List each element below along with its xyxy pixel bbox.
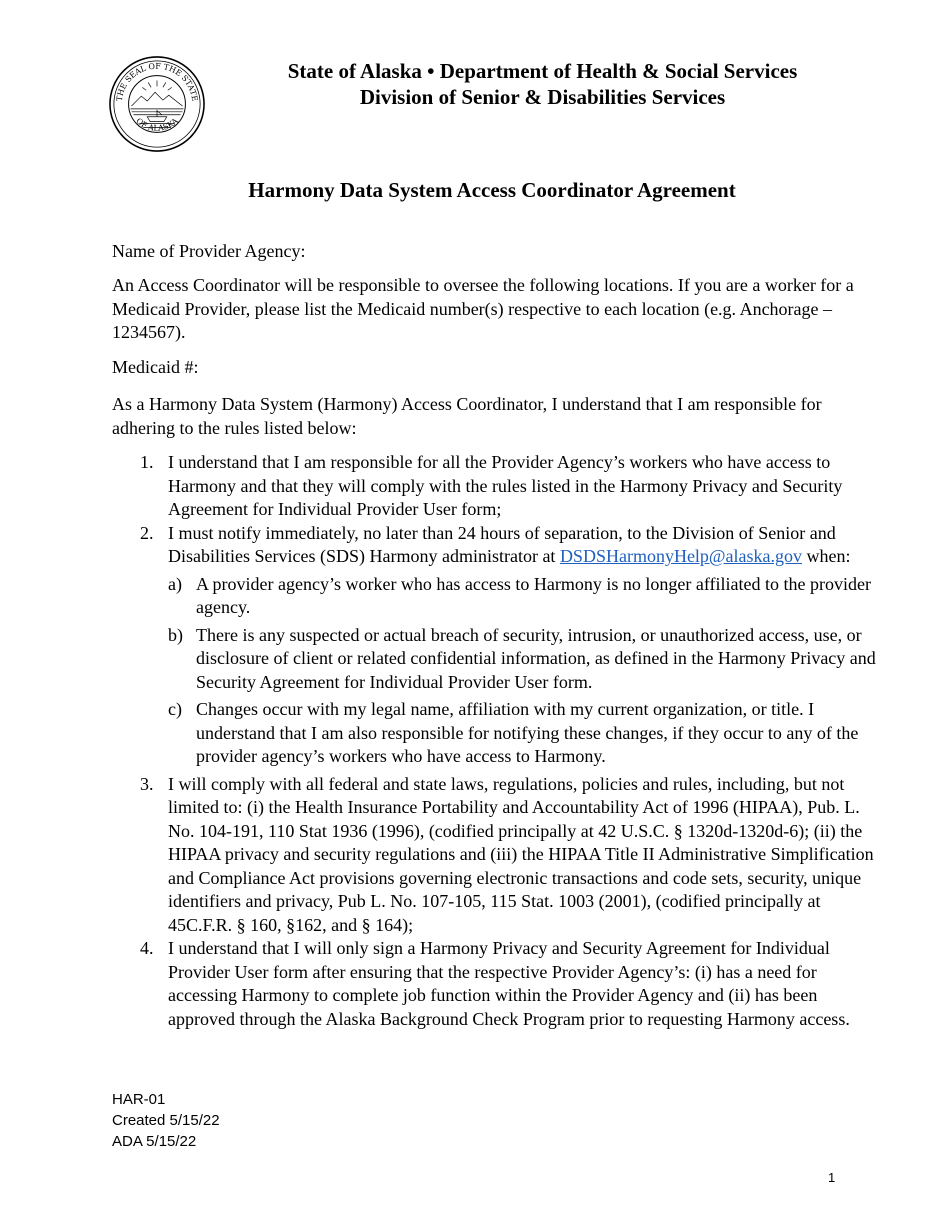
rule-text-before-email: I must notify immediately, no later than 24 hours of separation, to the Division of Senior and Disabilities Services (SDS) Harmony administrator at (168, 522, 836, 566)
header-line-1: State of Alaska • Department of Health & Social Services (287, 59, 798, 83)
sub-item (168, 624, 880, 695)
rule-number: 2. (140, 522, 154, 543)
form-footer (112, 1089, 220, 1152)
rule-item (112, 522, 880, 769)
rule-item (112, 773, 880, 938)
rule-item (112, 937, 880, 1031)
rule-number: 3. (140, 773, 154, 794)
harmony-help-email-link[interactable]: DSDSHarmonyHelp@alaska.gov (559, 546, 802, 566)
sub-item-text: A provider agency’s worker who has access to Harmony is no longer affiliated to the provider agency. (196, 573, 871, 617)
svg-text:OF ALASKA (134, 116, 180, 133)
rule-text: I understand that I will only sign a Harmony Privacy and Security Agreement for Individual Provider User form after ensuring that the respective Provider Agency’s: (i) has a need for accessing Harmony to complete job function within the Provider Agency and (ii) has been approved through the Alaska Background Check Program prior to requesting Harmony access. (168, 938, 850, 1029)
sub-item-label: a) (168, 573, 182, 594)
coordinator-paragraph: As a Harmony Data System (Harmony) Access Coordinator, I understand that I am responsible for adhering to the rules listed below: (112, 394, 822, 438)
rule-text: I understand that I am responsible for all the Provider Agency’s workers who have access to Harmony and that they will comply with the rules listed in the Harmony Privacy and Security Agreement for Individual Provider User form; (168, 452, 843, 519)
sub-item-label: c) (168, 699, 182, 719)
sub-item-text: Changes occur with my legal name, affiliation with my current organization, or title. I understand that I am also responsible for notifying these changes, if they occur to any of the provider agency’s workers who have access to Harmony. (196, 699, 859, 766)
rule-text-after-email: when: (801, 546, 851, 566)
rule-number: 4. (140, 938, 154, 958)
sub-item-label: b) (168, 624, 183, 645)
sub-item (168, 573, 880, 620)
rule-text: I will comply with all federal and state laws, regulations, policies and rules, including, but not limited to: (i) the Health Insurance Portability and Accountability Act of 1996 (HIPAA), Pub. L. No. 104-191, 110 Stat 1936 (1996), (codified principally at 42 U.S.C. § 1320d-1320d-6); (ii) the HIPAA privacy and security regulations and (iii) the HIPAA Title II Administrative Simplification and Compliance Act provisions governing electronic transactions and code sets, security, unique identifiers and privacy, Pub L. No. 107-105, 115 Stat. 1003 (2001), (codified principally at 45C.F.R. § 160, §162, and § 164); (168, 773, 874, 935)
document-title: Harmony Data System Access Coordinator Agreement (248, 178, 736, 202)
page-number: 1 (828, 1170, 836, 1185)
rule-number: 1. (140, 452, 154, 472)
state-seal-icon (108, 55, 206, 153)
sub-item (168, 698, 880, 769)
intro-paragraph: An Access Coordinator will be responsible to oversee the following locations. If you are a worker for a Medicaid Provider, please list the Medicaid number(s) respective to each location (e.g. Anchorage – 1234567). (112, 275, 854, 342)
seal-text-top: THE SEAL OF THE STATE (114, 61, 200, 102)
agency-header (215, 58, 870, 110)
rules-list (112, 451, 880, 1031)
sub-item-text: There is any suspected or actual breach of security, intrusion, or unauthorized access, use, or disclosure of client or related confidential information, as defined in the Harmony Privacy and Security Agreement for Individual Provider User form. (196, 624, 876, 692)
notification-conditions-list (168, 573, 880, 769)
seal-text-bottom: OF ALASKA (134, 116, 180, 133)
rule-item (112, 451, 880, 522)
form-id: HAR-01 (112, 1091, 166, 1108)
ada-date: ADA 5/15/22 (112, 1133, 197, 1150)
header-line-2: Division of Senior & Disabilities Services (359, 85, 726, 109)
medicaid-number-label: Medicaid #: (112, 357, 199, 377)
created-date: Created 5/15/22 (112, 1112, 220, 1129)
provider-agency-label: Name of Provider Agency: (112, 241, 306, 261)
